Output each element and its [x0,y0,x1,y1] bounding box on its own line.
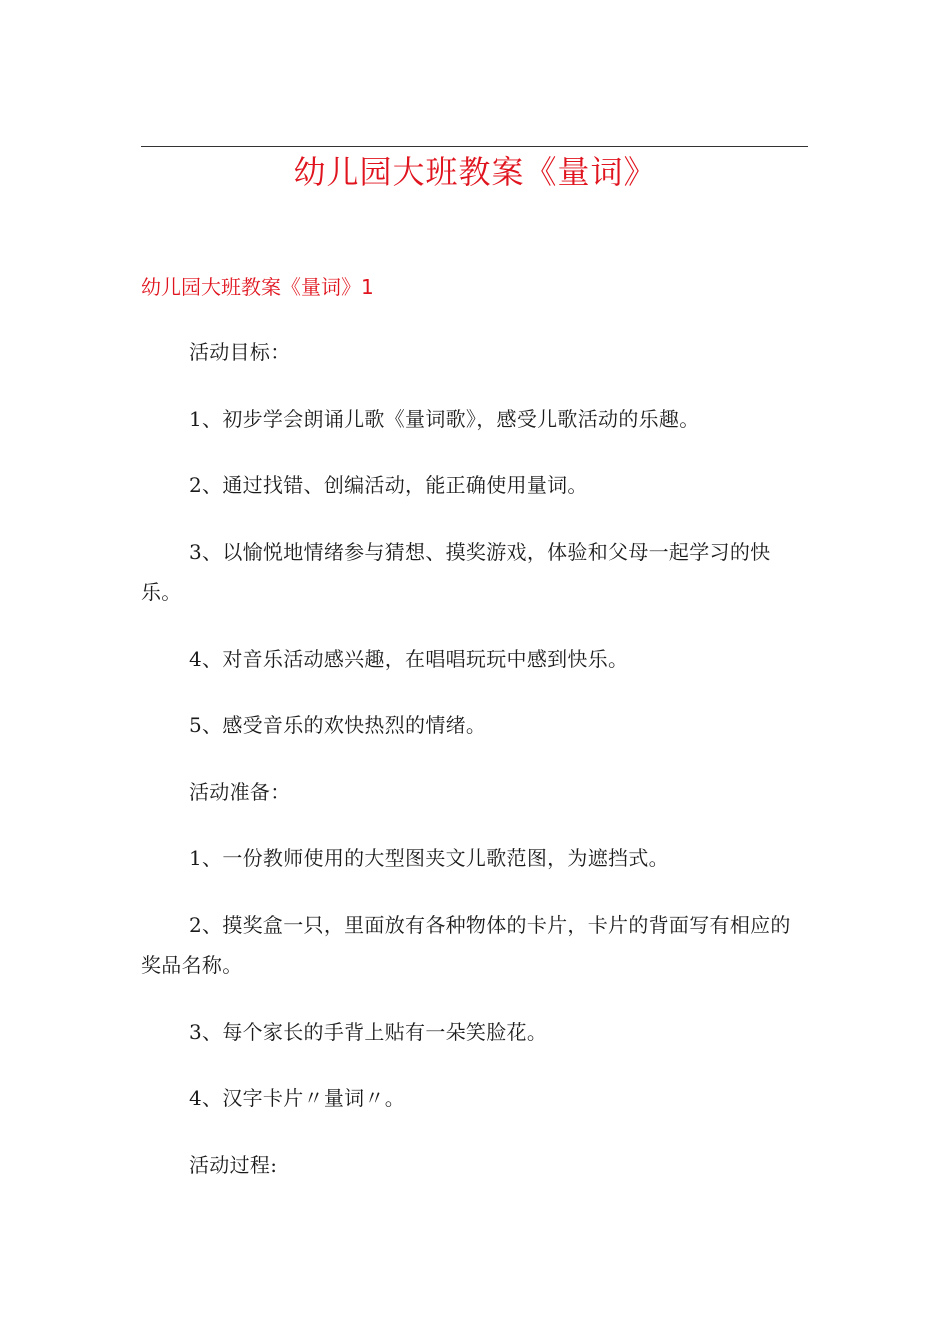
paragraph-prep-1: 1、一份教师使用的大型图夹文儿歌范图，为遮挡式。 [189,846,669,870]
document-body [141,332,801,1211]
paragraph-goal-3: 3、以愉悦地情绪参与猜想、摸奖游戏，体验和父母一起学习的快乐。 [141,539,771,604]
paragraph-goal-5: 5、感受音乐的欢快热烈的情绪。 [189,713,487,737]
paragraph-activity-prep: 活动准备： [189,779,291,804]
document-title: 幼儿园大班教案《量词》 [293,153,657,191]
paragraph-prep-2: 2、摸奖盒一只，里面放有各种物体的卡片，卡片的背面写有相应的奖品名称。 [141,912,791,977]
paragraph-activity-process: 活动过程: [189,1152,278,1177]
paragraph-prep-4: 4、汉字卡片〃量词〃。 [189,1086,406,1110]
paragraph-activity-goals: 活动目标： [189,340,291,364]
paragraph-prep-3: 3、每个家长的手背上贴有一朵笑脸花。 [189,1019,548,1044]
header-rule [141,146,808,147]
paragraph-goal-4: 4、对音乐活动感兴趣，在唱唱玩玩中感到快乐。 [189,646,629,671]
paragraph-goal-1: 1、初步学会朗诵儿歌《量词歌》，感受儿歌活动的乐趣。 [189,406,700,431]
paragraph-goal-2: 2、通过找错、创编活动，能正确使用量词。 [189,473,588,497]
section-heading: 幼儿园大班教案《量词》1 [141,275,374,299]
